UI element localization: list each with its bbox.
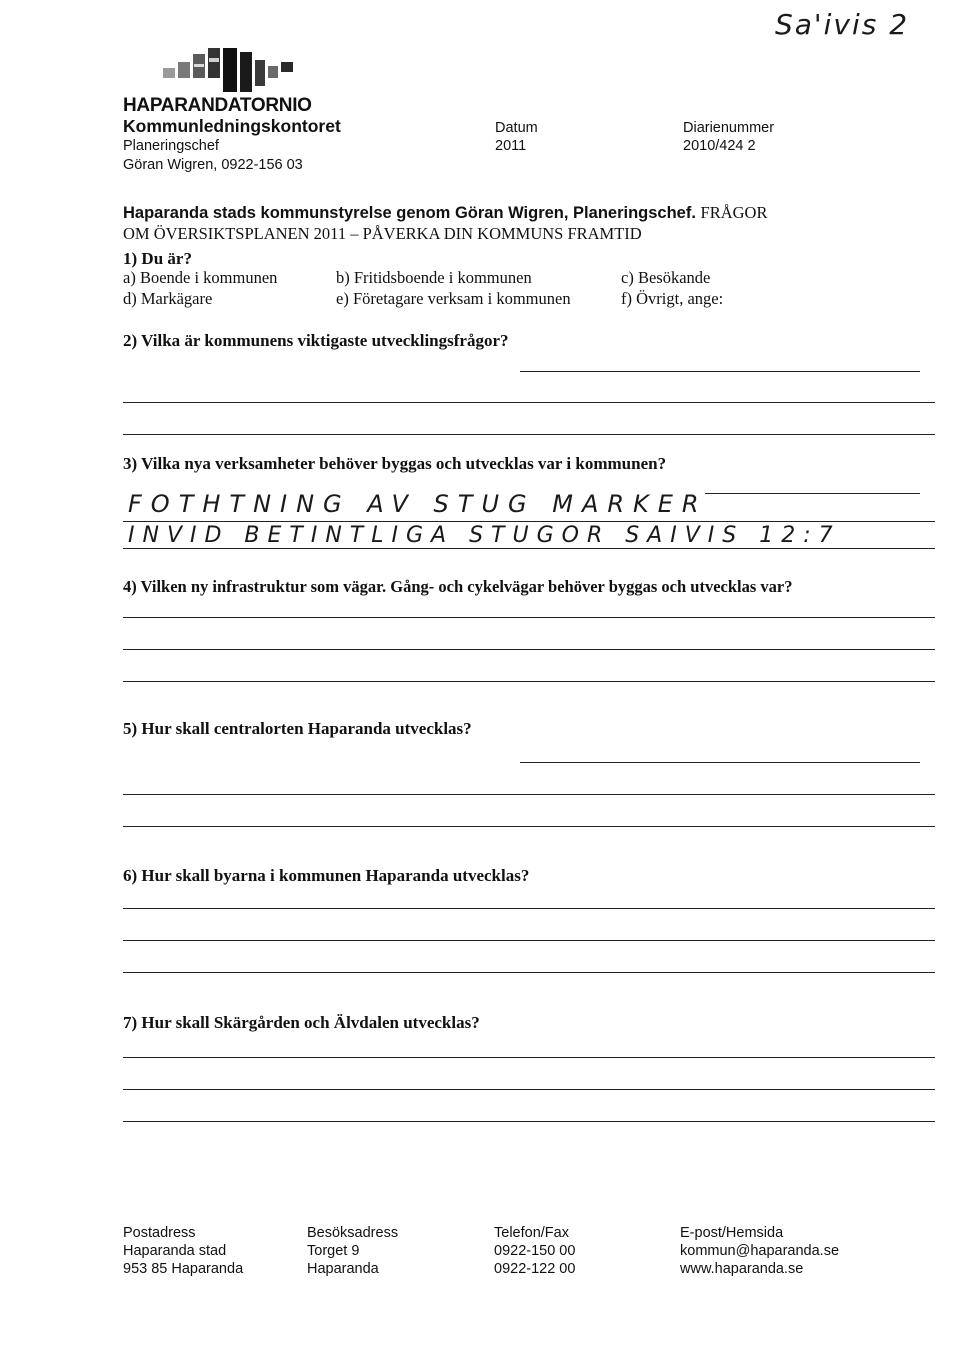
document-title bbox=[123, 203, 767, 223]
date-label: Datum bbox=[495, 120, 538, 136]
footer-postal-line: Haparanda stad bbox=[123, 1243, 227, 1259]
municipality-logo bbox=[163, 48, 298, 92]
footer-postal bbox=[123, 1224, 243, 1278]
option-c[interactable]: c) Besökande bbox=[621, 268, 711, 287]
answer-line[interactable] bbox=[123, 617, 935, 618]
answer-line[interactable] bbox=[123, 1089, 935, 1090]
footer-visit-line: Torget 9 bbox=[307, 1243, 360, 1259]
answer-line[interactable] bbox=[123, 940, 935, 941]
diary-value: 2010/424 2 bbox=[683, 138, 756, 154]
answer-line[interactable] bbox=[123, 972, 935, 973]
question-4: 4) Vilken ny infrastruktur som vägar. Gång- och cykelvägar behöver byggas och utvecklas var? bbox=[123, 577, 793, 596]
title-main: Haparanda stads kommunstyrelse genom Göran Wigren, Planeringschef. bbox=[123, 204, 696, 222]
answer-line[interactable] bbox=[520, 371, 920, 372]
footer-postal-heading: Postadress bbox=[123, 1225, 196, 1241]
question-7: 7) Hur skall Skärgården och Älvdalen utvecklas? bbox=[123, 1013, 480, 1032]
diary-label: Diarienummer bbox=[683, 120, 775, 136]
answer-line[interactable] bbox=[123, 649, 935, 650]
answer-line[interactable] bbox=[123, 434, 935, 435]
question-5: 5) Hur skall centralorten Haparanda utvecklas? bbox=[123, 719, 472, 738]
footer-website-link[interactable]: www.haparanda.se bbox=[680, 1261, 804, 1277]
answer-line[interactable] bbox=[123, 794, 935, 795]
answer-line[interactable] bbox=[123, 548, 935, 549]
footer-phone-line: 0922-150 00 bbox=[494, 1243, 576, 1259]
option-a[interactable]: a) Boende i kommunen bbox=[123, 268, 278, 287]
footer-phone-heading: Telefon/Fax bbox=[494, 1225, 569, 1241]
option-f[interactable]: f) Övrigt, ange: bbox=[621, 289, 724, 308]
logo-bars-icon bbox=[163, 48, 298, 92]
footer-visit-heading: Besöksadress bbox=[307, 1225, 399, 1241]
question-1: 1) Du är? bbox=[123, 249, 192, 268]
footer-postal-line: 953 85 Haparanda bbox=[123, 1261, 244, 1277]
answer-line[interactable] bbox=[705, 493, 920, 494]
footer-visit bbox=[307, 1224, 398, 1278]
answer-line[interactable] bbox=[123, 1121, 935, 1122]
handwritten-answer-line-1: FOTHTNING AV STUG MARKER bbox=[128, 490, 708, 518]
answer-line[interactable] bbox=[123, 402, 935, 403]
date-value: 2011 bbox=[495, 138, 527, 154]
question-2: 2) Vilka är kommunens viktigaste utvecklingsfrågor? bbox=[123, 331, 509, 350]
footer-phone bbox=[494, 1224, 575, 1278]
answer-line[interactable] bbox=[520, 762, 920, 763]
corner-handwritten-note: Sa'ivis 2 bbox=[775, 8, 910, 41]
question-6: 6) Hur skall byarna i kommunen Haparanda utvecklas? bbox=[123, 866, 530, 885]
answer-line[interactable] bbox=[123, 681, 935, 682]
answer-line[interactable] bbox=[123, 826, 935, 827]
answer-line[interactable] bbox=[123, 908, 935, 909]
footer-email-link[interactable]: kommun@haparanda.se bbox=[680, 1243, 840, 1259]
question-3: 3) Vilka nya verksamheter behöver byggas och utvecklas var i kommunen? bbox=[123, 454, 667, 473]
title-subtitle: OM ÖVERSIKTSPLANEN 2011 – PÅVERKA DIN KOMMUNS FRAMTID bbox=[123, 224, 642, 243]
answer-line[interactable] bbox=[123, 1057, 935, 1058]
answer-line[interactable] bbox=[123, 521, 935, 522]
handwritten-answer-line-2: INVID BETINTLIGA STUGOR SAIVIS 12:7 bbox=[128, 523, 841, 548]
footer-visit-line: Haparanda bbox=[307, 1261, 379, 1277]
office-name: Kommunledningskontoret bbox=[123, 116, 341, 136]
footer-contact bbox=[680, 1224, 839, 1278]
footer-fax-line: 0922-122 00 bbox=[494, 1261, 576, 1277]
option-b[interactable]: b) Fritidsboende i kommunen bbox=[336, 268, 532, 287]
author-contact: Göran Wigren, 0922-156 03 bbox=[123, 157, 303, 173]
option-d[interactable]: d) Markägare bbox=[123, 289, 213, 308]
author-role: Planeringschef bbox=[123, 138, 219, 154]
footer-contact-heading: E-post/Hemsida bbox=[680, 1225, 784, 1241]
title-end: FRÅGOR bbox=[700, 203, 768, 222]
option-e[interactable]: e) Företagare verksam i kommunen bbox=[336, 289, 571, 308]
logo-wordmark: HAPARANDATORNIO bbox=[123, 95, 312, 116]
